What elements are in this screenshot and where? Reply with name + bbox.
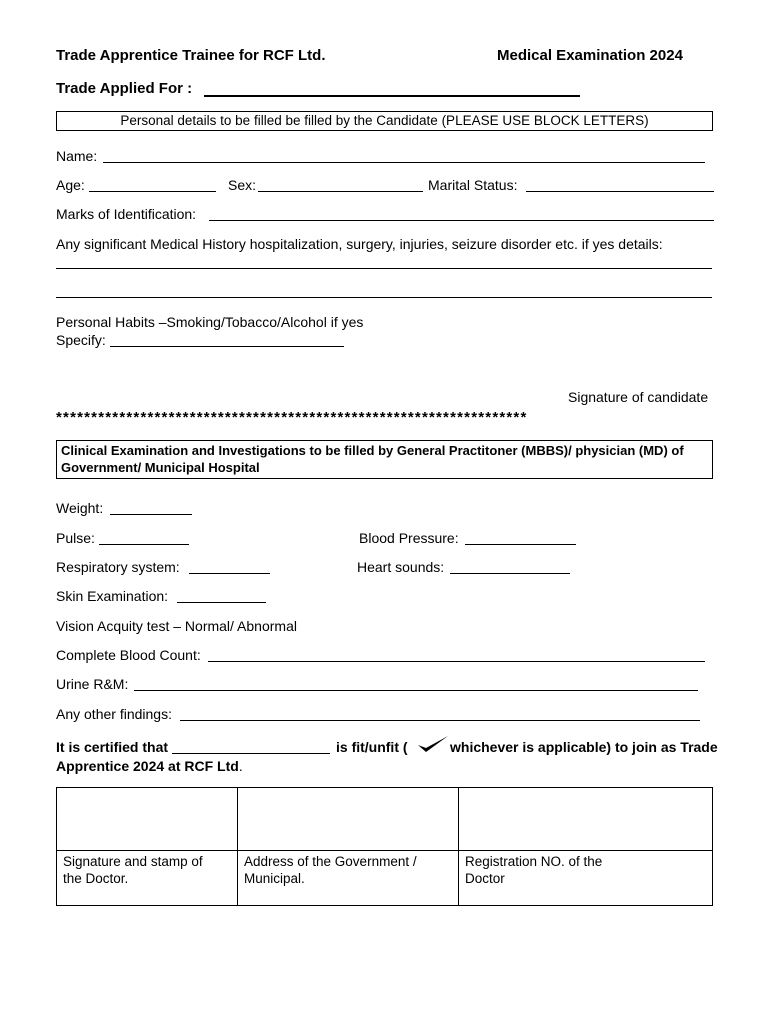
hospital-address-caption: Address of the Government / Municipal.	[238, 851, 459, 906]
pulse-field[interactable]	[99, 532, 189, 545]
sex-label: Sex:	[228, 177, 257, 193]
candidate-signature-label: Signature of candidate	[568, 389, 709, 405]
certificate-candidate-field[interactable]	[172, 739, 330, 754]
certificate-line-2: Apprentice 2024 at RCF Ltd.	[56, 758, 243, 774]
clinical-exam-heading: Clinical Examination and Investigations to be filled by General Practitoner (MBBS)/ physician (MD) of Government/ Municipal Hospital	[56, 440, 713, 479]
trade-applied-field[interactable]	[204, 81, 580, 97]
trade-applied-label: Trade Applied For :	[56, 80, 193, 97]
name-label: Name:	[56, 148, 98, 164]
skin-exam-label: Skin Examination:	[56, 588, 169, 604]
personal-details-heading: Personal details to be filled be filled by the Candidate (PLEASE USE BLOCK LETTERS)	[56, 111, 713, 131]
marital-status-field[interactable]	[526, 179, 714, 192]
age-label: Age:	[56, 177, 85, 193]
respiratory-system-field[interactable]	[189, 561, 270, 574]
name-field[interactable]	[103, 150, 705, 163]
certificate-text-end: whichever is applicable) to join as Trade	[450, 739, 718, 755]
doctor-signature-table	[56, 787, 713, 906]
pulse-label: Pulse:	[56, 530, 95, 546]
personal-habits-label: Personal Habits –Smoking/Tobacco/Alcohol if yes	[56, 314, 364, 330]
exam-title: Medical Examination 2024	[497, 47, 683, 64]
urine-label: Urine R&M:	[56, 676, 129, 692]
medical-history-line-1[interactable]	[56, 268, 712, 269]
separator-stars: *******************************************************************	[56, 409, 528, 426]
specify-field[interactable]	[110, 334, 344, 347]
blood-count-label: Complete Blood Count:	[56, 647, 201, 663]
marital-status-label: Marital Status:	[428, 177, 518, 193]
checkmark-icon	[416, 734, 450, 754]
weight-field[interactable]	[110, 502, 192, 515]
medical-history-label: Any significant Medical History hospitalization, surgery, injuries, seizure disorder etc. if yes details:	[56, 236, 663, 252]
other-findings-label: Any other findings:	[56, 706, 172, 722]
blood-count-field[interactable]	[208, 649, 705, 662]
sex-field[interactable]	[258, 179, 423, 192]
weight-label: Weight:	[56, 500, 104, 516]
certificate-fit-unfit: is fit/unfit (	[336, 739, 408, 755]
blood-pressure-field[interactable]	[465, 532, 576, 545]
identification-marks-field[interactable]	[209, 208, 714, 221]
age-field[interactable]	[89, 179, 216, 192]
registration-number-cell[interactable]	[459, 788, 713, 851]
heart-sounds-field[interactable]	[450, 561, 570, 574]
heart-sounds-label: Heart sounds:	[357, 559, 445, 575]
form-title: Trade Apprentice Trainee for RCF Ltd.	[56, 47, 326, 64]
certificate-text-start: It is certified that	[56, 739, 169, 755]
urine-field[interactable]	[134, 678, 698, 691]
medical-history-line-2[interactable]	[56, 297, 712, 298]
doctor-signature-caption: Signature and stamp of the Doctor.	[57, 851, 238, 906]
skin-exam-field[interactable]	[177, 590, 266, 603]
registration-number-caption: Registration NO. of the Doctor	[459, 851, 713, 906]
specify-label: Specify:	[56, 332, 106, 348]
doctor-signature-cell[interactable]	[57, 788, 238, 851]
other-findings-field[interactable]	[180, 708, 700, 721]
hospital-address-cell[interactable]	[238, 788, 459, 851]
vision-test-label: Vision Acquity test – Normal/ Abnormal	[56, 618, 297, 634]
blood-pressure-label: Blood Pressure:	[359, 530, 459, 546]
respiratory-system-label: Respiratory system:	[56, 559, 180, 575]
identification-marks-label: Marks of Identification:	[56, 206, 197, 222]
